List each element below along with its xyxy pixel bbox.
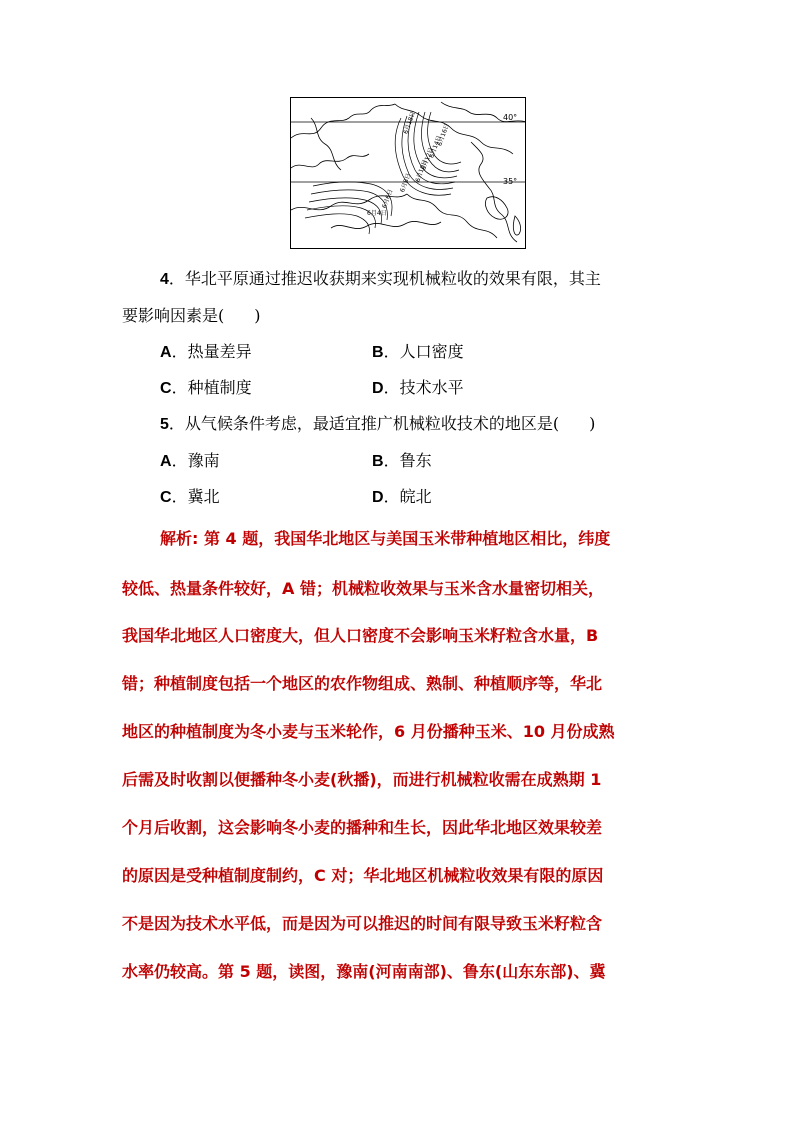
- question-text: ．华北平原通过推迟收获期来实现机械粒收的效果有限，其主: [168, 269, 601, 288]
- isoline-label: 6月10日: [414, 158, 429, 184]
- analysis-line: 错；种植制度包括一个地区的农作物组成、熟制、种植顺序等，华北: [122, 674, 603, 693]
- option-a: A．豫南: [160, 451, 220, 470]
- analysis-line: 不是因为技术水平低，而是因为可以推迟的时间有限导致玉米籽粒含: [122, 914, 603, 933]
- analysis-line: 较低、热量条件较好，A 错；机械粒收效果与玉米含水量密切相关，: [122, 579, 604, 598]
- analysis-line: 个月后收割，这会影响冬小麦的播种和生长，因此华北地区效果较差: [122, 818, 603, 837]
- latitude-label-35: 35°: [503, 177, 518, 186]
- question-4-line-1: [160, 269, 601, 290]
- analysis-line: 后需及时收割以便播种冬小麦(秋播)，而进行机械粒收需在成熟期 1: [122, 770, 602, 789]
- analysis-line: 解析: 第 4 题，我国华北地区与美国玉米带种植地区相比，纬度: [160, 529, 611, 548]
- isoline-map: [290, 97, 526, 249]
- isoline-label: 6月4日: [367, 210, 387, 217]
- close-paren: ): [589, 414, 596, 433]
- option-b: B．鲁东: [372, 451, 432, 470]
- analysis-line: 水率仍较高。第 5 题，读图，豫南(河南南部)、鲁东(山东东部)、冀: [122, 962, 606, 981]
- question-number: 5: [160, 416, 169, 433]
- question-5-line-1: [160, 414, 595, 435]
- option-d: D．皖北: [372, 487, 432, 506]
- close-paren: ): [254, 306, 261, 325]
- option-b: B．人口密度: [372, 342, 464, 361]
- isoline-label: 6月14日: [428, 134, 443, 160]
- isoline-label: 6月8日: [399, 172, 413, 194]
- analysis-label: 解析:: [160, 529, 199, 548]
- latitude-label-40: 40°: [503, 113, 518, 122]
- option-a: A．热量差异: [160, 342, 252, 361]
- question-4-line-2: [122, 306, 261, 326]
- isoline-label: 6月16日: [436, 122, 451, 148]
- analysis-line: 地区的种植制度为冬小麦与玉米轮作，6 月份播种玉米、10 月份成熟: [122, 722, 615, 741]
- option-c: C．种植制度: [160, 378, 252, 397]
- analysis-line: 的原因是受种植制度制约，C 对；华北地区机械粒收效果有限的原因: [122, 866, 604, 885]
- option-c: C．冀北: [160, 487, 220, 506]
- isoline-label: 6月12日: [420, 146, 435, 172]
- analysis-line: 我国华北地区人口密度大，但人口密度不会影响玉米籽粒含水量，B: [122, 626, 599, 645]
- isoline-label: 6月6日: [381, 188, 395, 210]
- isoline-label: 6月18日: [402, 110, 417, 136]
- option-d: D．技术水平: [372, 378, 464, 397]
- question-text: ．从气候条件考虑，最适宜推广机械粒收技术的地区是(: [168, 414, 560, 433]
- question-text: 要影响因素是(: [122, 306, 225, 325]
- question-number: 4: [160, 271, 169, 288]
